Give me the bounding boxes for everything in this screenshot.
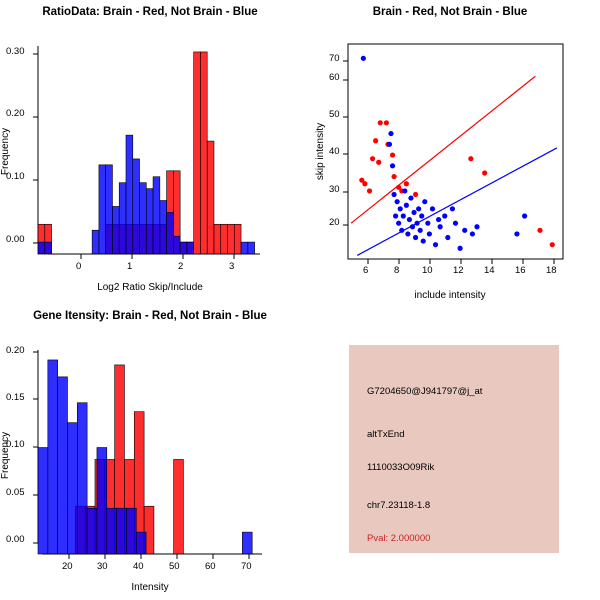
scatter-point — [361, 56, 366, 61]
histogram-bar — [173, 236, 180, 254]
intensity-histogram-panel — [0, 310, 300, 600]
scatter-point — [482, 170, 487, 175]
scatter-xtick-2: 10 — [422, 265, 433, 276]
histogram-bar — [48, 360, 58, 554]
ratio-histogram-ylabel: Frequency — [0, 127, 12, 176]
histogram-bar — [126, 508, 136, 554]
scatter-xtick-4: 14 — [484, 265, 495, 276]
scatter-point — [425, 221, 430, 226]
histogram-bar — [45, 242, 52, 254]
histogram-bar — [99, 165, 106, 254]
histogram-bar — [187, 242, 194, 254]
histogram-bar — [174, 459, 184, 554]
scatter-point — [450, 206, 455, 211]
intensity-ytick-0: 0.00 — [6, 534, 25, 545]
gene-info-box — [349, 345, 559, 553]
histogram-bar — [92, 230, 99, 254]
scatter-ytick-1: 30 — [329, 184, 340, 195]
ratio-xtick-1: 1 — [127, 261, 133, 272]
histogram-bar — [242, 532, 252, 554]
intensity-ytick-1: 0.05 — [6, 487, 25, 498]
scatter-point — [408, 195, 413, 200]
histogram-bar — [107, 508, 117, 554]
scatter-ytick-0: 20 — [329, 217, 340, 228]
scatter-point — [438, 224, 443, 229]
histogram-bar — [87, 508, 97, 554]
scatter-xtick-6: 18 — [546, 265, 557, 276]
histogram-bar — [207, 141, 214, 254]
scatter-point — [419, 213, 424, 218]
histogram-bar — [117, 508, 127, 554]
regression-line — [357, 148, 557, 256]
ratio-histogram-title: RatioData: Brain - Red, Not Brain - Blue — [42, 6, 258, 18]
scatter-title: Brain - Red, Not Brain - Blue — [372, 6, 528, 18]
intensity-xtick-0: 20 — [62, 561, 73, 572]
ratio-histogram-panel — [0, 6, 300, 302]
ratio-histogram-xlabel: Log2 Ratio Skip/Include — [97, 282, 203, 293]
scatter-point — [398, 206, 403, 211]
ratio-ytick-3: 0.30 — [6, 46, 25, 57]
intensity-xtick-2: 40 — [133, 561, 144, 572]
intensity-ytick-4: 0.20 — [6, 345, 25, 356]
histogram-bar — [77, 403, 87, 554]
scatter-point — [421, 238, 426, 243]
histogram-bar — [194, 52, 201, 254]
scatter-point — [522, 213, 527, 218]
histogram-bar — [106, 165, 113, 254]
intensity-xtick-1: 30 — [97, 561, 108, 572]
scatter-point — [391, 192, 396, 197]
info-locus: chr7.23118-1.8 — [367, 500, 431, 511]
histogram-bar — [119, 183, 126, 254]
scatter-xtick-5: 16 — [515, 265, 526, 276]
scatter-point — [462, 228, 467, 233]
scatter-point — [384, 120, 389, 125]
scatter-point — [390, 163, 395, 168]
histogram-bar — [133, 159, 140, 254]
scatter-ytick-3: 50 — [329, 109, 340, 120]
intensity-histogram-ylabel: Frequency — [0, 431, 12, 480]
histogram-bar — [234, 224, 241, 254]
histogram-bar — [126, 135, 133, 254]
scatter-ytick-4: 60 — [329, 72, 340, 83]
scatter-point — [416, 206, 421, 211]
scatter-xtick-0: 6 — [363, 265, 369, 276]
histogram-bar — [214, 224, 221, 254]
scatter-point — [430, 206, 435, 211]
scatter-point — [436, 217, 441, 222]
scatter-point — [537, 228, 542, 233]
histogram-bar — [67, 423, 77, 554]
scatter-point — [367, 188, 372, 193]
scatter-point — [370, 156, 375, 161]
histogram-bar — [248, 242, 255, 254]
ratio-ytick-1: 0.10 — [6, 171, 25, 182]
scatter-point — [378, 120, 383, 125]
ratio-ytick-0: 0.00 — [6, 234, 25, 245]
ratio-histogram-plot — [0, 6, 300, 302]
intensity-histogram-xlabel: Intensity — [131, 582, 169, 593]
scatter-point — [404, 203, 409, 208]
scatter-point — [411, 210, 416, 215]
scatter-point — [422, 199, 427, 204]
regression-line — [351, 76, 535, 223]
histogram-bar — [136, 532, 146, 554]
intensity-ytick-2: 0.10 — [6, 439, 25, 450]
intensity-ytick-3: 0.15 — [6, 392, 25, 403]
scatter-point — [514, 231, 519, 236]
scatter-xtick-3: 12 — [453, 265, 464, 276]
scatter-point — [410, 224, 415, 229]
scatter-point — [388, 131, 393, 136]
scatter-point — [362, 181, 367, 186]
intensity-xtick-4: 60 — [205, 561, 216, 572]
histogram-bar — [180, 242, 187, 254]
scatter-point — [373, 138, 378, 143]
scatter-point — [413, 235, 418, 240]
histogram-bar — [200, 52, 207, 254]
histogram-bar — [167, 212, 174, 254]
scatter-point — [418, 228, 423, 233]
histogram-bar — [112, 206, 119, 254]
scatter-point — [415, 221, 420, 226]
info-event-type: altTxEnd — [367, 429, 405, 440]
scatter-point — [395, 199, 400, 204]
scatter-point — [404, 181, 409, 186]
scatter-plot — [300, 6, 600, 302]
scatter-xtick-1: 8 — [394, 265, 400, 276]
scatter-point — [445, 235, 450, 240]
scatter-point — [402, 188, 407, 193]
intensity-xtick-5: 70 — [241, 561, 252, 572]
scatter-ytick-2: 40 — [329, 146, 340, 157]
scatter-point — [399, 228, 404, 233]
intensity-histogram-plot — [0, 310, 300, 600]
histogram-bar — [160, 201, 167, 254]
scatter-point — [391, 174, 396, 179]
histogram-bar — [241, 242, 248, 254]
scatter-ylabel: skip intensity — [315, 122, 327, 181]
scatter-panel — [300, 6, 600, 302]
scatter-point — [393, 213, 398, 218]
histogram-bar — [38, 242, 45, 254]
ratio-xtick-3: 3 — [229, 261, 235, 272]
histogram-bar — [58, 377, 68, 554]
scatter-point — [427, 231, 432, 236]
scatter-point — [474, 224, 479, 229]
scatter-xlabel: include intensity — [414, 290, 486, 301]
scatter-point — [405, 231, 410, 236]
scatter-point — [453, 221, 458, 226]
histogram-bar — [146, 189, 153, 254]
scatter-point — [550, 242, 555, 247]
intensity-histogram-title: Gene Itensity: Brain - Red, Not Brain - Blue — [33, 310, 267, 322]
ratio-xtick-0: 0 — [76, 261, 82, 272]
scatter-point — [458, 246, 463, 251]
scatter-point — [442, 213, 447, 218]
histogram-bar — [228, 224, 235, 254]
scatter-point — [470, 231, 475, 236]
ratio-xtick-2: 2 — [178, 261, 184, 272]
ratio-ytick-2: 0.20 — [6, 108, 25, 119]
scatter-point — [396, 221, 401, 226]
scatter-point — [407, 217, 412, 222]
histogram-bar — [221, 224, 228, 254]
info-gene: 1110033O09Rik — [367, 462, 435, 473]
scatter-point — [433, 242, 438, 247]
intensity-xtick-3: 50 — [169, 561, 180, 572]
scatter-point — [413, 192, 418, 197]
histogram-bar — [97, 448, 107, 554]
info-pval: Pval: 2.000000 — [367, 533, 431, 544]
scatter-point — [401, 213, 406, 218]
info-probe-id: G7204650@J941797@j_at — [367, 386, 483, 397]
histogram-bar — [140, 183, 147, 254]
histogram-bar — [38, 448, 48, 554]
histogram-bar — [153, 177, 160, 254]
scatter-ytick-5: 70 — [329, 53, 340, 64]
scatter-point — [387, 142, 392, 147]
scatter-point — [376, 160, 381, 165]
scatter-point — [468, 156, 473, 161]
scatter-point — [390, 152, 395, 157]
